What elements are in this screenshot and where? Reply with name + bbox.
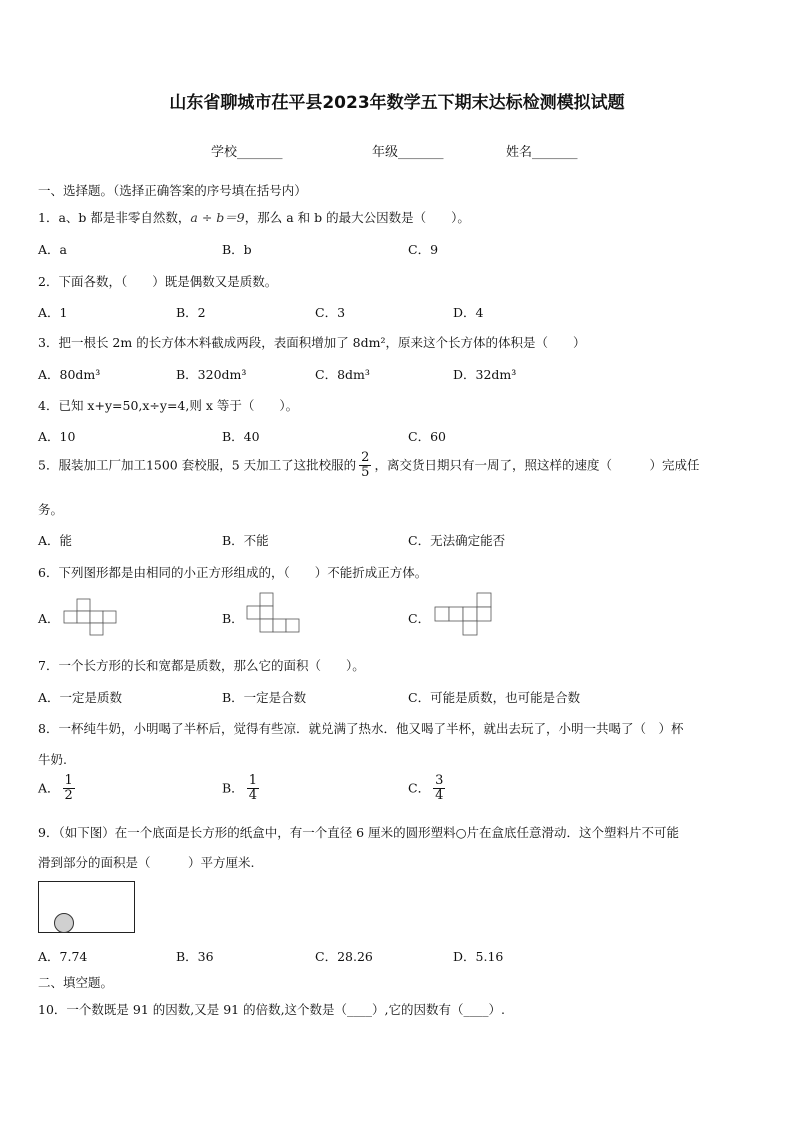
paper-box-figure — [38, 881, 136, 934]
q5-text-c: 务。 — [38, 502, 64, 517]
q8-a-denominator: 2 — [64, 788, 73, 804]
q5-option-a: A．能 — [38, 533, 73, 548]
q1-option-c: C．9 — [408, 242, 439, 257]
q4-option-a: A．10 — [38, 429, 76, 444]
section-heading-choice: 一、选择题。（选择正确答案的序号填在括号内） — [38, 183, 307, 198]
q9-option-b: B．36 — [176, 949, 214, 964]
q8-option-b — [222, 774, 262, 804]
question-8: 8．一杯纯牛奶，小明喝了半杯后，觉得有些凉．就兑满了热水．他又喝了半杯，就出去玩了，小明一共喝了（ ）杯 — [38, 721, 684, 736]
q8-b-denominator: 4 — [248, 788, 257, 804]
cube-net-b-figure — [247, 593, 299, 633]
q8-c-numerator: 3 — [435, 773, 444, 788]
q5-denominator: 5 — [361, 465, 370, 481]
q9-option-a: A．7.74 — [38, 949, 88, 964]
q8-option-b-fraction — [247, 774, 259, 804]
question-4: 4．已知 x+y=50,x÷y=4,则 x 等于（ ）。 — [38, 398, 299, 413]
q5-option-b: B．不能 — [222, 533, 269, 548]
q2-option-d: D．4 — [453, 305, 484, 320]
q5-numerator: 2 — [361, 450, 370, 465]
q6-option-c: C． — [408, 611, 431, 626]
q9-text-b: 滑到部分的面积是（ ）平方厘米. — [38, 855, 255, 870]
q9-option-d: D．5.16 — [453, 949, 504, 964]
q3-option-d: D．32dm³ — [453, 367, 517, 382]
q5-text-a: 5．服装加工厂加工1500 套校服，5 天加工了这批校服的 — [38, 457, 357, 473]
name-field: 姓名_______ — [506, 145, 578, 160]
q7-option-c: C．可能是质数，也可能是合数 — [408, 690, 581, 705]
q8-option-c-label: C． — [408, 780, 431, 796]
cube-net-c-figure — [433, 593, 493, 637]
question-9: 9．（如下图）在一个底面是长方形的纸盒中，有一个直径 6 厘米的圆形塑料○片在盒底任意滑动．这个塑料片不可能 — [38, 825, 680, 840]
q6-option-b: B． — [222, 611, 244, 626]
q8-c-denominator: 4 — [435, 788, 444, 804]
q4-option-c: C．60 — [408, 429, 446, 444]
q3-option-c: C．8dm³ — [315, 367, 370, 382]
q2-option-a: A．1 — [38, 305, 68, 320]
q5-option-c: C．无法确定能否 — [408, 533, 506, 548]
question-3: 3．把一根长 2m 的长方体木料截成两段，表面积增加了 8dm²，原来这个长方体的体积是（ ） — [38, 335, 586, 350]
q3-option-a: A．80dm³ — [38, 367, 101, 382]
question-5 — [38, 451, 699, 481]
school-field: 学校_______ — [211, 145, 283, 160]
q1-option-a: A．a — [38, 242, 67, 257]
q7-option-a: A．一定是质数 — [38, 690, 123, 705]
q9-option-c: C．28.26 — [315, 949, 373, 964]
q2-option-b: B．2 — [176, 305, 206, 320]
cube-net-a-figure — [64, 599, 116, 637]
grade-field: 年级_______ — [372, 145, 444, 160]
question-10: 10．一个数既是 91 的因数,又是 91 的倍数,这个数是（____）,它的因数有（____）. — [38, 1002, 506, 1017]
question-7: 7．一个长方形的长和宽都是质数，那么它的面积（ ）。 — [38, 658, 365, 673]
question-1 — [38, 208, 470, 226]
plastic-disc-circle — [55, 914, 74, 933]
q8-b-numerator: 1 — [248, 773, 257, 788]
question-2: 2．下面各数，（ ）既是偶数又是质数。 — [38, 274, 278, 289]
q1-text-a: 1．a、b 都是非零自然数， — [38, 210, 191, 225]
q8-option-c-fraction — [433, 774, 445, 804]
q8-option-a-label: A． — [38, 780, 60, 796]
section-heading-fill: 二、填空题。 — [38, 975, 114, 990]
q8-option-c — [408, 774, 448, 804]
q1-math: a ÷ b＝9 — [190, 210, 245, 225]
q6-option-a: A． — [38, 611, 60, 626]
q1-option-b: B．b — [222, 242, 252, 257]
q8-text-b: 牛奶. — [38, 752, 67, 767]
q5-text-b: ，离交货日期只有一周了，照这样的速度（ ）完成任 — [374, 457, 700, 473]
q8-option-a — [38, 774, 78, 804]
q1-text-b: ，那么 a 和 b 的最大公因数是（ ）。 — [244, 210, 470, 225]
q7-option-b: B．一定是合数 — [222, 690, 307, 705]
q8-option-a-fraction — [63, 774, 75, 804]
q3-option-b: B．320dm³ — [176, 367, 247, 382]
q4-option-b: B．40 — [222, 429, 260, 444]
q2-option-c: C．3 — [315, 305, 346, 320]
q8-a-numerator: 1 — [64, 773, 73, 788]
question-6: 6．下列图形都是由相同的小正方形组成的，（ ）不能折成正方体。 — [38, 565, 428, 580]
page-title: 山东省聊城市茌平县2023年数学五下期末达标检测模拟试题 — [169, 93, 625, 113]
q5-fraction — [359, 451, 371, 481]
q8-option-b-label: B． — [222, 780, 244, 796]
